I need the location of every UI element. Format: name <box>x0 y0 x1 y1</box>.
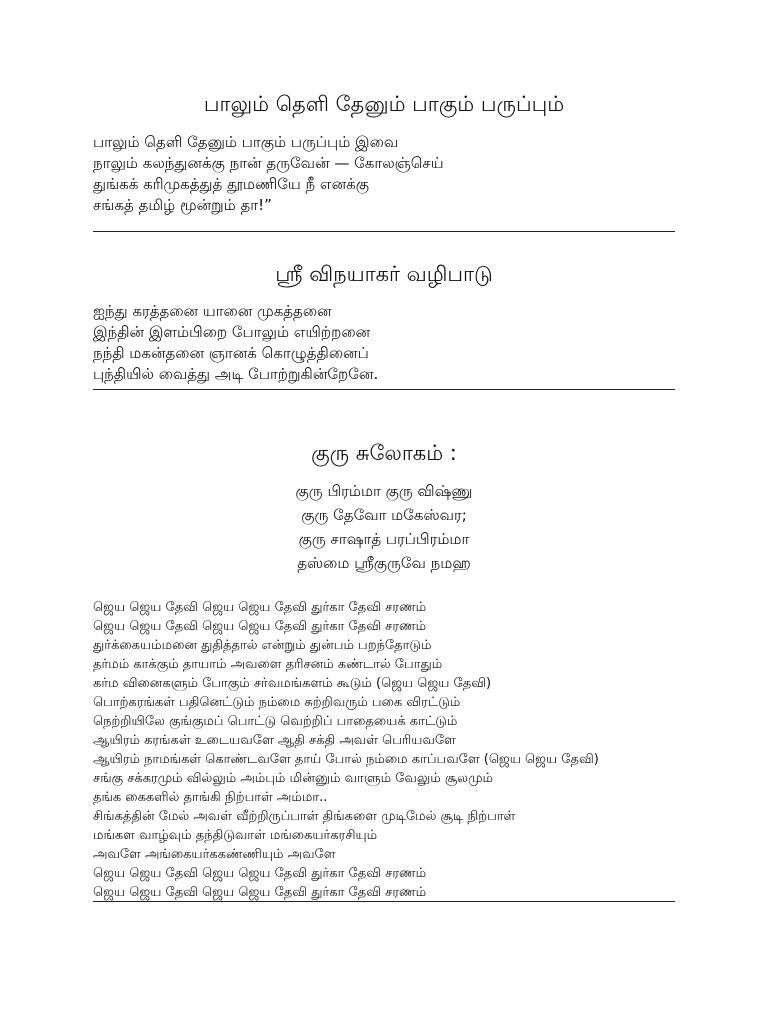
verse-line: புந்தியில் வைத்து அடி போற்றுகின்றேனே. <box>93 365 379 383</box>
verse-line: குரு சாஷாத் பரப்பிரம்மா <box>298 530 470 548</box>
section-divider <box>93 231 675 232</box>
section-4-verse <box>93 598 675 902</box>
section-3-title: குரு சுலோகம் : <box>311 441 457 465</box>
verse-line: தங்க கைகளில் தாங்கி நிற்பாள் அம்மா.. <box>93 790 328 805</box>
verse-line: இந்தின் இளம்பிறை போலும் எயிற்றனை <box>93 323 371 341</box>
verse-line: சிங்கத்தின் மேல் அவள் வீற்றிருப்பாள் திங்களை முடிமேல் சூடி நிற்பாள் <box>93 809 516 824</box>
verse-line: சங்கு சக்கரமும் வில்லும் அம்பும் மின்னும் வாளும் வேலும் சூலமும் <box>93 771 493 786</box>
verse-line: பொற்கரங்கள் பதினெட்டும் நம்மை சுற்றிவரும் பகை விரட்டும் <box>93 695 461 710</box>
verse-line: பாலும் தெளி தேனும் பாகும் பருப்பும் இவை <box>93 133 399 151</box>
verse-line: ஐந்து கரத்தனை யானை முகத்தனை <box>93 302 332 320</box>
verse-line: தஸ்மை ஸ்ரீகுருவே நமஹ <box>297 554 471 572</box>
section-1-verse <box>93 132 675 216</box>
section-divider <box>93 389 675 390</box>
verse-line: ஜெய ஜெய தேவி ஜெய ஜெய தேவி துர்கா தேவி சரணம் <box>93 600 427 615</box>
verse-line: துங்கக் கரிமுகத்துத் தூமணியே நீ எனக்கு <box>93 175 369 193</box>
verse-line: கர்ம வினைகளும் போகும் சர்வமங்களம் கூடும் (ஜெய ஜெய தேவி) <box>93 676 492 691</box>
verse-line: ஜெய ஜெய தேவி ஜெய ஜெய தேவி துர்கா தேவி சரணம் <box>93 885 427 900</box>
verse-line: ஆயிரம் கரங்கள் உடையவளே ஆதி சக்தி அவள் பெரியவளே <box>93 733 456 748</box>
verse-line: ஜெய ஜெய தேவி ஜெய ஜெய தேவி துர்கா தேவி சரணம் <box>93 866 427 881</box>
section-3-verse <box>0 479 768 575</box>
section-2-title: ஸ்ரீ விநயாகர் வழிபாடு <box>275 262 493 286</box>
verse-line: சங்கத் தமிழ் மூன்றும் தா!” <box>93 196 272 214</box>
verse-line: நெற்றியிலே குங்குமப் பொட்டு வெற்றிப் பாதையைக் காட்டும் <box>93 714 458 729</box>
verse-line: துர்க்கையம்மனை துதித்தால் என்றும் துன்பம் பறந்தோடும் <box>93 638 432 653</box>
section-1-title: பாலும் தெளி தேனும் பாகும் பருப்பும் <box>203 92 565 116</box>
verse-line: குரு பிரம்மா குரு விஷ்ணு <box>295 482 473 500</box>
verse-line: ஜெய ஜெய தேவி ஜெய ஜெய தேவி துர்கா தேவி சரணம் <box>93 619 427 634</box>
verse-line: நாலும் கலந்துனக்கு நான் தருவேன் — கோலஞ்செய் <box>93 154 444 172</box>
verse-line: தர்மம் காக்கும் தாயாம் அவளை தரிசனம் கண்டால் போதும் <box>93 657 443 672</box>
verse-line: ஆயிரம் நாமங்கள் கொண்டவளே தாய் போல் நம்மை காப்பவளே (ஜெய ஜெய தேவி) <box>93 752 599 767</box>
verse-line: அவளே அங்கையர்ககண்ணியும் அவளே <box>93 847 336 862</box>
section-2-verse <box>93 301 675 385</box>
verse-line: குரு தேவோ மகேஸ்வர; <box>301 506 467 524</box>
verse-line: மங்கள வாழ்வும் தந்திடுவாள் மங்கையர்கரசியும் <box>93 828 378 843</box>
verse-line: நந்தி மகன்தனை ஞானக் கொழுத்தினைப் <box>93 344 369 362</box>
section-divider <box>93 901 675 902</box>
